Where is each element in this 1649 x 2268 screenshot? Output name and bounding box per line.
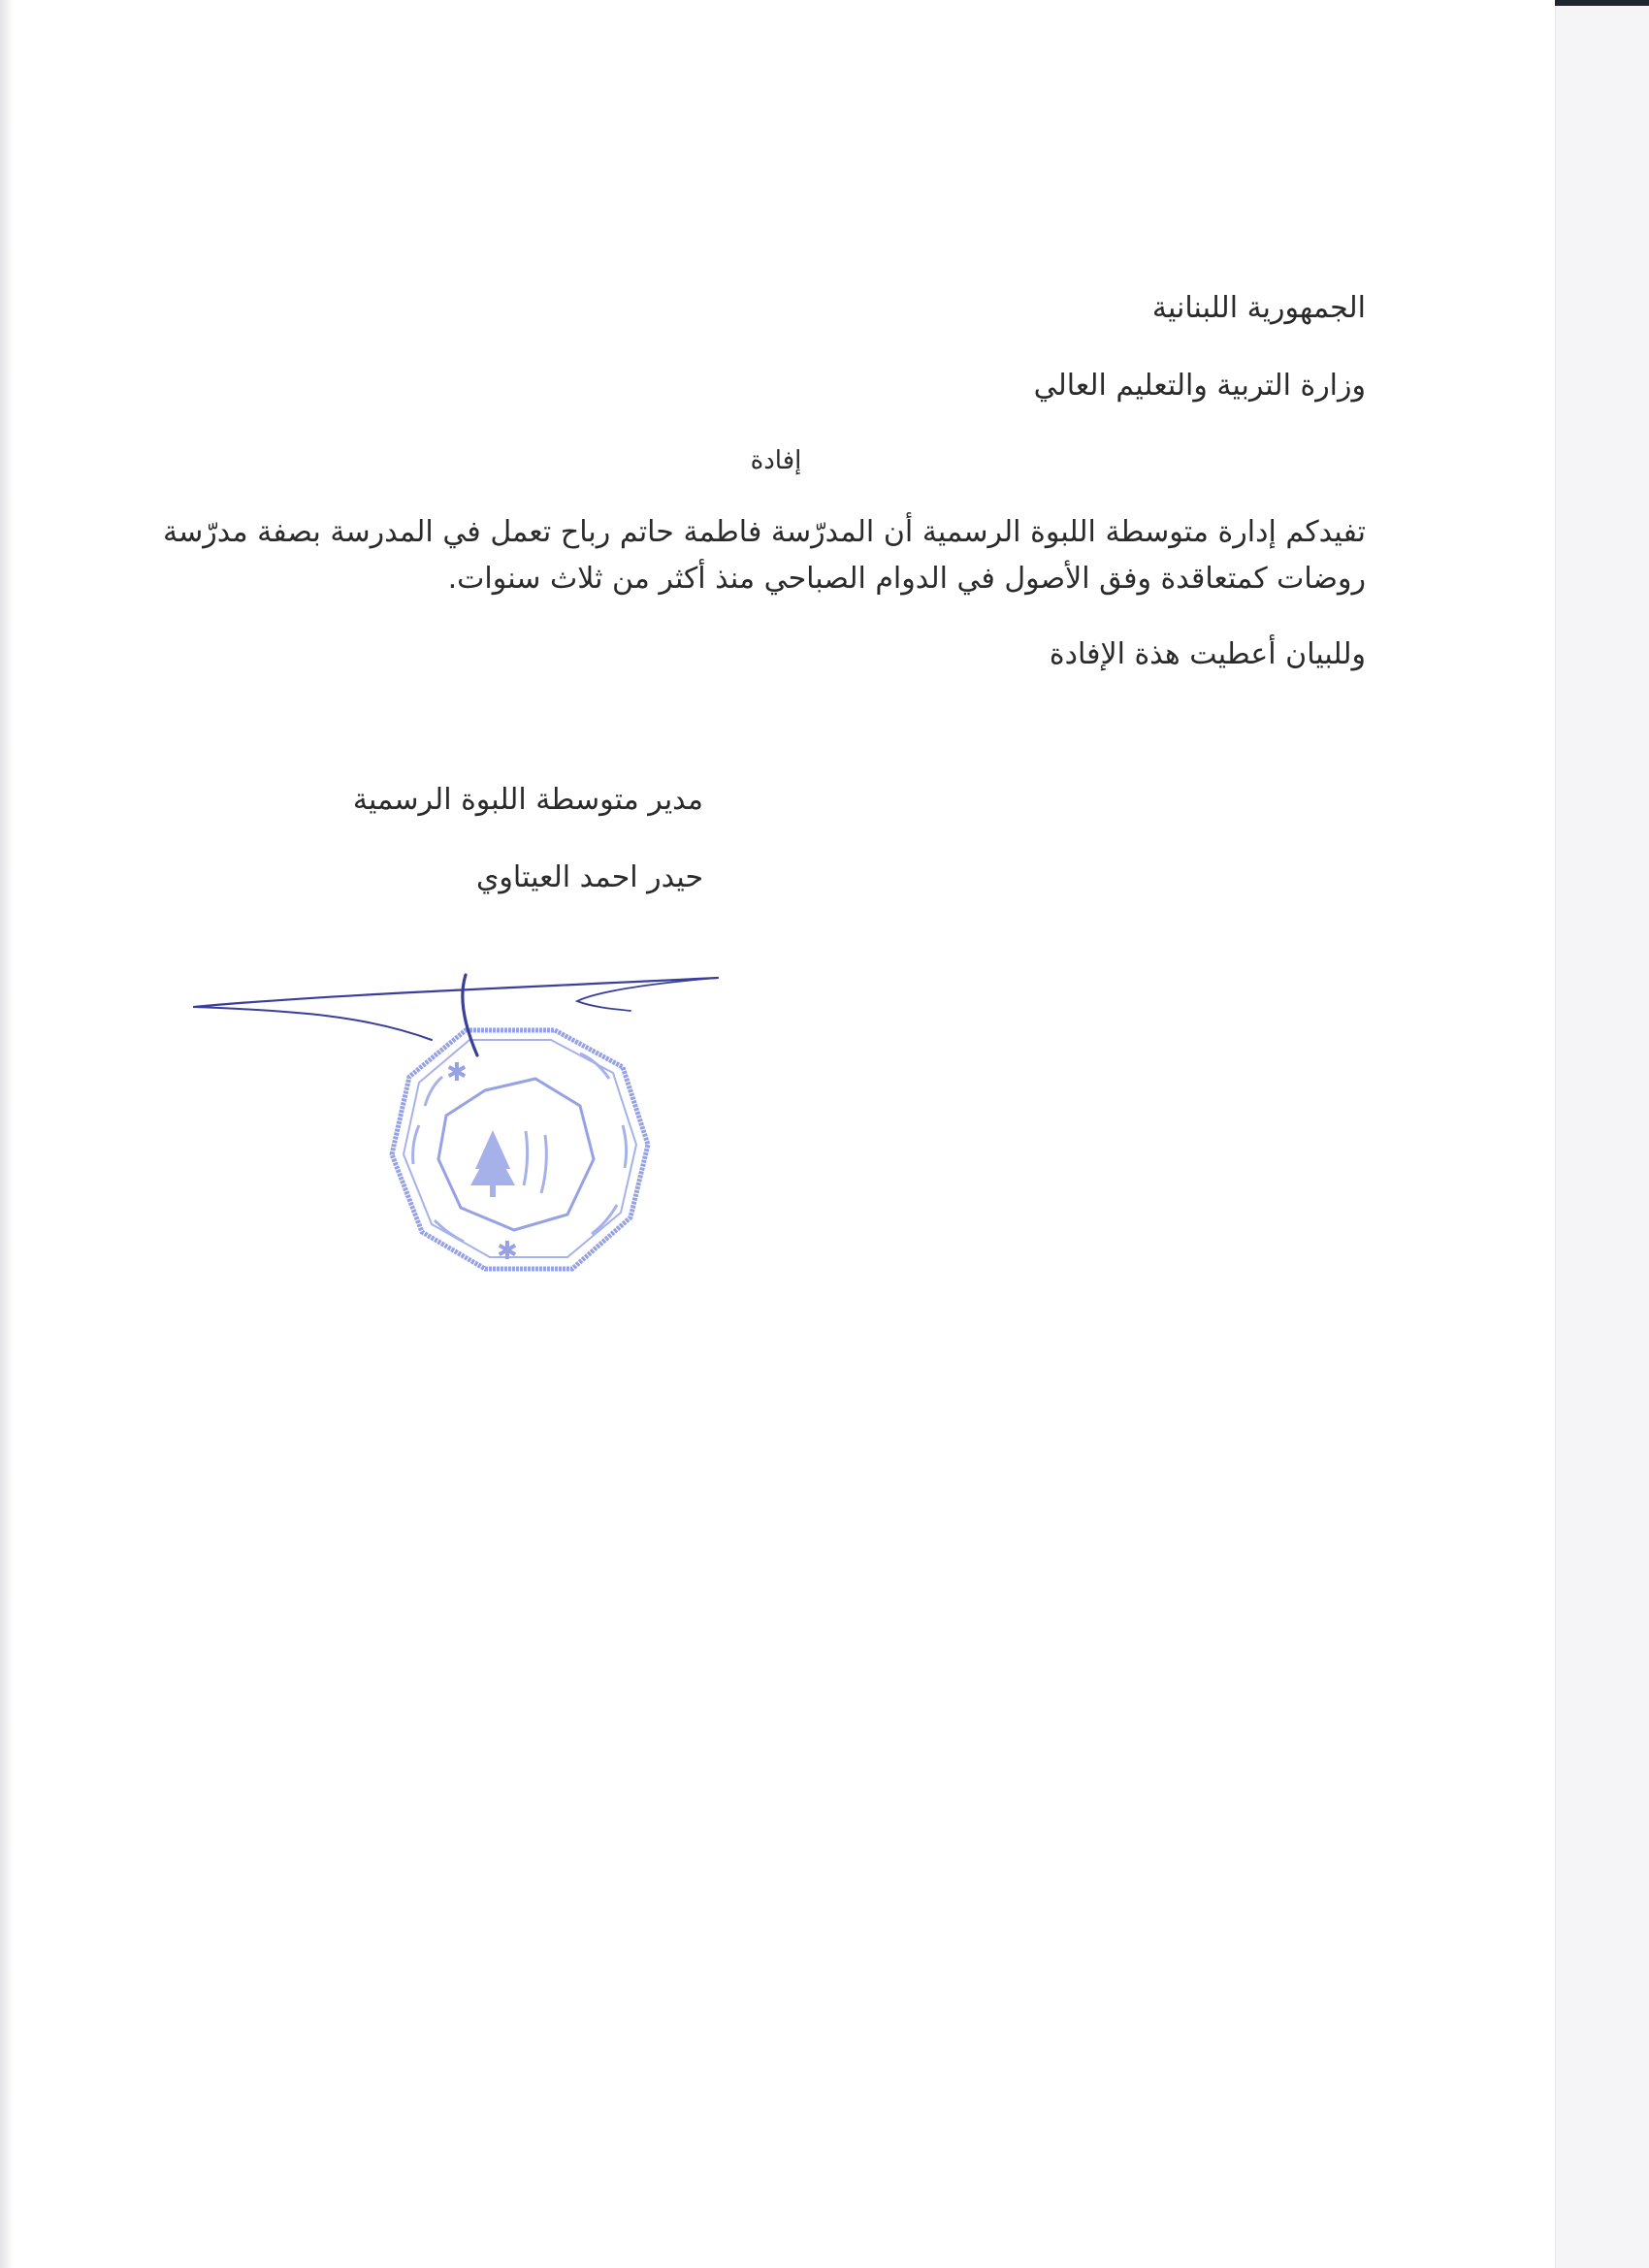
- scan-edge-shadow: [0, 0, 14, 2268]
- header-republic: الجمهورية اللبنانية: [1151, 291, 1366, 325]
- star-icon: ✱: [446, 1058, 468, 1087]
- document-title: إفادة: [750, 446, 802, 475]
- cedar-tree-icon: [470, 1130, 515, 1197]
- official-stamp: [392, 1030, 648, 1269]
- signature-and-stamp: [184, 960, 766, 1319]
- signatory-role: مدير متوسطة اللبوة الرسمية: [352, 783, 703, 817]
- stamp-inner-octagon: [438, 1079, 594, 1230]
- star-icon: ✱: [497, 1237, 518, 1266]
- header-ministry: وزارة التربية والتعليم العالي: [1033, 369, 1366, 403]
- stamp-outer-octagon: [392, 1030, 648, 1269]
- scan-edge-strip: [1555, 0, 1649, 6]
- closing-line: وللبيان أعطيت هذة الإفادة: [1049, 637, 1366, 671]
- signatory-name: حيدر احمد العيتاوي: [475, 860, 703, 894]
- handwritten-signature: [194, 975, 718, 1055]
- body-paragraph: تفيدكم إدارة متوسطة اللبوة الرسمية أن المدرّسة فاطمة حاتم رباح تعمل في المدرسة بصفة مدرّسة روضات كمتعاقدة وفق الأصول في الدوام الصباحي منذ أكثر من ثلاث سنوات.: [163, 515, 1366, 596]
- scan-margin-band: [1555, 0, 1649, 2268]
